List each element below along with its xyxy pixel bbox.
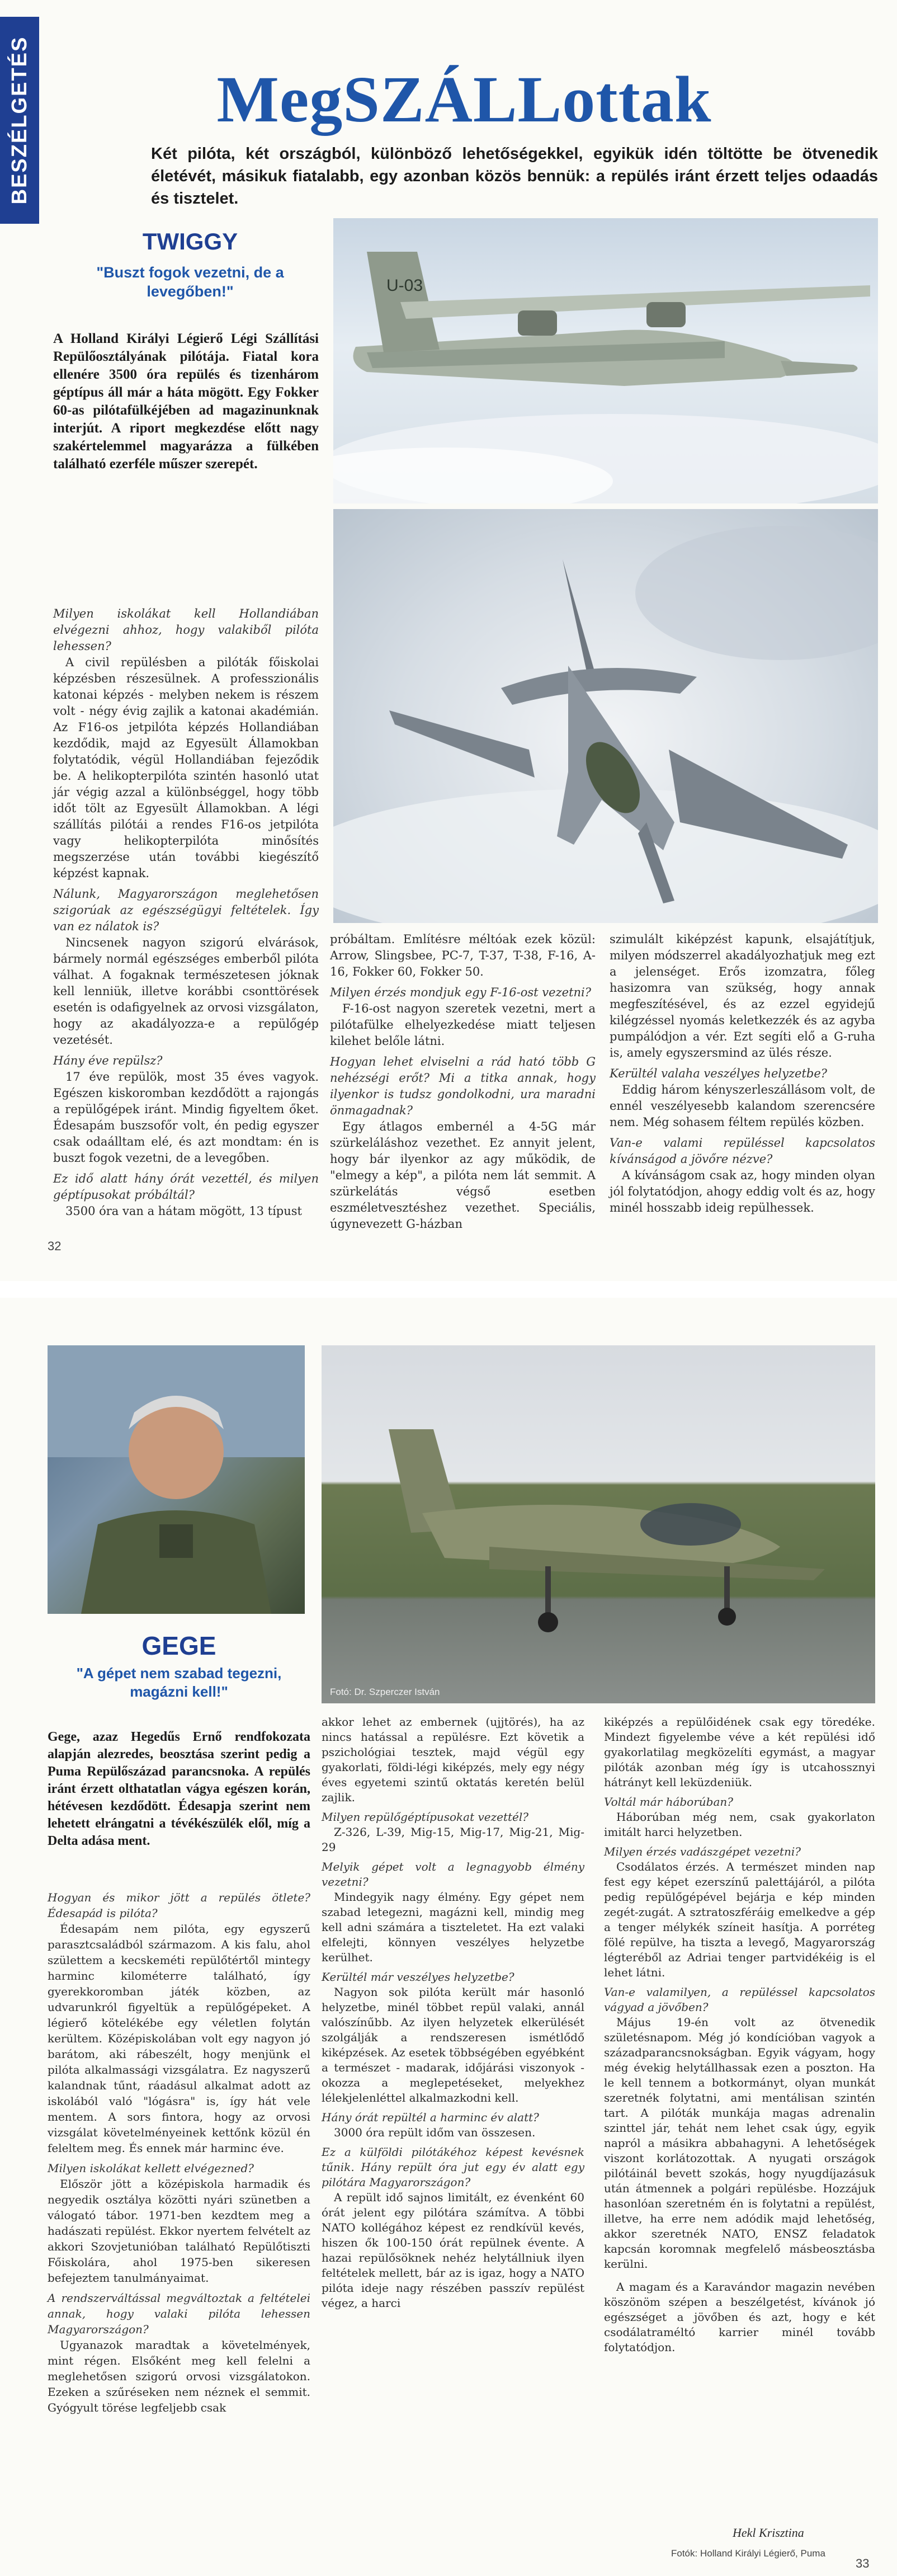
answer: A civil repülésben a pilóták főiskolai képzésben részesülnek. A professzionális katonai képzés - melyben nekem is részem volt - négy évig zajlik a katonai akadémián. Az F16-os jetpilóta képzés Hollandiában kezdődik, majd az Egyesült Államokban folytatódik, végül Hollandiában fejeződik be. A helikopterpilóta szintén hasonló utat jár végig azzal a különbséggel, hogy több időt tölt az Egyesült Államokban. A légi szállítás pilótái a rendes F16-os jetpilóta vagy helikopterpilóta minősítés megszerzése után további kiegészítő képzést kapnak. xyxy=(53,656,319,880)
answer: 17 éve repülök, most 35 éves vagyok. Egészen kiskoromban kezdődött a rajongás a repülőgépek iránt. Mindig figyeltem őket. Édesapám buszsofőr volt, én pedig egyszer csak odaálltam elé, és azt mondtam: én is buszt fogok vezetni, de a levegőben. xyxy=(53,1070,319,1165)
answer: akkor lehet az embernek (ujjtörés), ha az nincs hatással a repülésre. Ezt követik a pszichológiai tesztek, majd végül egy gyakorlati, földi-légi kiképzés, mely egy négy éves egyetemi szintű oktatás keretén belül zajlik. xyxy=(322,1715,584,1804)
pilot-portrait-icon xyxy=(48,1345,305,1614)
closing-paragraph: A magam és a Karavándor magazin nevében köszönöm szépen a beszélgetést, kívánok jó egészséget a jövőben és azt, hogy e két csodálatraméltó karrier minél tovább folytatódjon. xyxy=(604,2280,875,2354)
question: Voltál már háborúban? xyxy=(604,1795,733,1809)
question: A rendszerváltással megváltoztak a feltételei annak, hogy valaki pilóta lehessen Magyarországon? xyxy=(48,2291,310,2336)
question: Hogyan lehet elviselni a rád ható több G nehézségi erőt? Mi a titka annak, hogy ilyenkor is tudsz gondolkodni, ura maradni önmagadnak? xyxy=(330,1055,596,1117)
gege-column-1 xyxy=(48,1885,310,2418)
answer: szimulált kiképzést kapunk, elsajátítjuk, milyen módszerrel akadályozhatjuk meg ezt a jelenséget. Erős izomzatra, főleg hasizomra van szükség, hogy annak megfeszítésével, és az ezzel egyidejű kilégzéssel nyomás keletkezzék és az agyba pumpálódjon a vér. Ezt segíti elő a G-ruha is, amely egyszersmind az ülés része. xyxy=(610,933,875,1059)
answer: kiképzés a repülőidének csak egy töredéke. Mindezt figyelembe véve a két repülési idő gyakorlatilag megközelíti egymást, a magyar pilóták azonban még így is utcahossznyi hátrányt kell leküzdeniük. xyxy=(604,1715,875,1789)
answer: Ugyanazok maradtak a követelmények, mint régen. Elsőként meg kell felelni a meglehetősen szigorú orvosi vizsgálatokon. Ezeken a szűréseken nem néznek el semmit. Gyógyult törése legfeljebb csak xyxy=(48,2338,310,2414)
answer: 3000 óra repült időm van összesen. xyxy=(334,2126,536,2139)
question: Hogyan és mikor jött a repülés ötlete? Édesapád is pilóta? xyxy=(48,1891,310,1920)
question: Van-e valamilyen, a repüléssel kapcsolatos vágyad a jövőben? xyxy=(604,1985,875,2014)
section-tab-label: BESZÉLGETÉS xyxy=(8,36,31,205)
question: Milyen iskolákat kellett elvégezned? xyxy=(48,2161,254,2175)
question: Ez idő alatt hány órát vezettél, és milyen géptípusokat próbáltál? xyxy=(53,1172,319,1202)
answer: Háborúban még nem, csak gyakorlaton imitált harci helyzetben. xyxy=(604,1810,875,1839)
question: Ez a külföldi pilótákéhoz képest kevésnek tűnik. Hány repült óra jut egy év alatt egy pilótára Magyarországon? xyxy=(322,2145,584,2189)
answer: Egy átlagos embernél a 4-5G már szürkeláláshoz vezethet. Ez annyit jelent, hogy bár ilyenkor az agy működik, de "elmegy a kép", a pilóta nem lát semmit. A szürkelátás végső esetben eszméletvesztéshez vezethet. Speciális, úgynevezett G-házban xyxy=(330,1120,596,1231)
answer: A kívánságom csak az, hogy minden olyan jól folytatódjon, ahogy eddig volt és az, hogy minél hosszabb ideig repülhessek. xyxy=(610,1169,875,1214)
magazine-page-33 xyxy=(0,1298,897,2576)
gege-intro: Gege, azaz Hegedűs Ernő rendfokozata alapján alezredes, beosztása szerint pedig a Puma Repülőszázad parancsnoka. A repülés iránt érzett olthatatlan vágya egészen korán, hétévesen kezdődött. Édesapja szerint nem lehetett elrángatni a tévékészülék elől, míg a Delta adása ment. xyxy=(48,1730,310,1848)
twiggy-column-2 xyxy=(330,931,596,1235)
question: Nálunk, Magyarországon meglehetősen szigorúak az egészségügyi feltételek. Így van ez nálatok is? xyxy=(53,887,319,933)
twiggy-column-1 xyxy=(53,601,319,1222)
page-number: 33 xyxy=(856,2556,870,2570)
answer: Csodálatos érzés. A természet minden nap fest egy képet ezerszínű palettájáról, a pilóta pedig repülőgépével bejárja e kép minden zegét-zugát. A sztratoszféráig emelkedve a gép a tenger mélykék színeit hasítja. A porréteg fölé repülve, ha tiszta a levegő, Magyarország légteréből az Adriai tenger partvidékéig is el lehet látni. xyxy=(604,1860,875,1979)
fighter-jet-icon xyxy=(333,509,878,923)
answer: F-16-ost nagyon szeretek vezetni, mert a pilótafülke elhelyezkedése miatt teljesen kilehet belőle látni. xyxy=(330,1002,596,1048)
author-signature: Hekl Krisztina xyxy=(733,2526,804,2540)
answer: Mindegyik nagy élmény. Egy gépet nem szabad letegezni, magázni kell, mindig meg kell adni számára a tiszteletet. Ha ezt valaki elfelejti, könnyen veszélyes helyzetbe kerülhet. xyxy=(322,1890,584,1964)
question: Kerültél valaha veszélyes helyzetbe? xyxy=(610,1067,828,1080)
question: Hány éve repülsz? xyxy=(53,1054,163,1067)
answer: Z-326, L-39, Mig-15, Mig-17, Mig-21, Mig-29 xyxy=(322,1825,584,1854)
photo-credit: Fotó: Dr. Szperczer István xyxy=(330,1687,440,1697)
answer: Eddig három kényszerleszállásom volt, de ennél veszélyesebb kalandom szerencsére nem. Még sohasem féltem repülés közben. xyxy=(610,1083,875,1129)
question: Milyen iskolákat kell Hollandiában elvégezni ahhoz, hogy valakiből pilóta lehessen? xyxy=(53,607,319,653)
question: Kerültél már veszélyes helyzetbe? xyxy=(322,1970,514,1984)
section-tab xyxy=(0,17,39,224)
twiggy-name: TWIGGY xyxy=(142,228,238,255)
answer: A repült idő sajnos limitált, ez évenként 60 órát jelent egy pilótára számítva. A többi NATO kollégához képest ez rendkívül kevés, hiszen ők 100-150 órát repülnek évente. A hazai repülősöknek nehéz helytállniuk ilyen feltételek mellett, bár az is igaz, hogy a NATO pilóta ideje nagy részében passzív repülést végez, a harci xyxy=(322,2191,584,2310)
question: Milyen érzés vadászgépet vezetni? xyxy=(604,1845,801,1858)
f16-jet-photo xyxy=(333,509,878,923)
question: Milyen érzés mondjuk egy F-16-ost vezetni? xyxy=(330,986,592,999)
page-gap xyxy=(0,1281,897,1298)
question: Melyik gépet volt a legnagyobb élmény vezetni? xyxy=(322,1860,584,1889)
twiggy-quote: "Buszt fogok vezetni, de a levegőben!" xyxy=(96,264,284,300)
question: Hány órát repültél a harminc év alatt? xyxy=(322,2111,539,2124)
twiggy-intro: A Holland Királyi Légierő Légi Szállítási Repülőosztályának pilótája. Fiatal kora ellenére 3500 óra repülés és tizenhárom géptípus áll már a háta mögött. Egy Fokker 60-as pilótafülkéjében ad magazinunknak interjút. A riport megkezdése előtt nagy szakértelemmel magyarázza a fülkében található ezerféle műszer szerepét. xyxy=(53,331,319,472)
twiggy-column-3 xyxy=(610,931,875,1218)
gege-column-2 xyxy=(322,1715,584,2313)
fokker-transport-photo xyxy=(333,218,878,503)
answer: Először jött a középiskola harmadik és negyedik osztálya közötti nyári szünetben a válogató tábor. 1971-ben kezdtem meg a hadászati repülést. Ekkor nyertem felvételt az akkori Szovjetunióban található Repülőtiszti Főiskolára, ahol 1975-ben sikeresen befejeztem tanulmányaimat. xyxy=(48,2177,310,2285)
article-lead: Két pilóta, két országból, különböző lehetőségekkel, egyikük idén töltötte be ötvenedik életévét, másikuk fiatalabb, egy azonban közös bennük: a repülés iránt érzett teljes odaadás és tisztelet. xyxy=(151,145,878,208)
article-title: MegSZÁLLottak xyxy=(216,63,712,136)
pilot-portrait-photo xyxy=(48,1345,305,1614)
page-number: 32 xyxy=(48,1239,62,1253)
answer: Édesapám nem pilóta, egy egyszerű parasztcsaládból származom. A kis falu, ahol születtem a kecskeméti repülőtértől mintegy harminc kilométerre található, így gyerekkoromban játék közben, az udvarunkról figyeltük a repülőgépeket. A légierő kötelékébe egy véletlen folytán kerültem. Középiskolában volt egy nagyon jó barátom, aki rábeszélt, hogy menjünk el pilóta alkalmassági vizsgálatra. Ez nagyszerű kalandnak tűnt, ráadásul alkalmat adott az iskolából való "lógásra" is, így hát vele mentem. A sors fintora, hogy az orvosi vizsgálat követelményeinek kettőnk közül én feleltem meg. És ennek már harminc éve. xyxy=(48,1922,310,2155)
question: Milyen repülőgéptípusokat vezettél? xyxy=(322,1810,528,1824)
magazine-page-32 xyxy=(0,0,897,1281)
answer: próbáltam. Említésre méltóak ezek közül: Arrow, Slingsbee, PC-7, T-37, T-38, F-16, A-16, Fokker 60, Fokker 50. xyxy=(330,933,596,978)
answer: 3500 óra van a hátam mögött, 13 típust xyxy=(65,1204,302,1218)
trainer-jet-icon xyxy=(322,1345,875,1703)
photos-credit: Fotók: Holland Királyi Légierő, Puma xyxy=(671,2548,825,2559)
gege-name: GEGE xyxy=(141,1631,216,1660)
answer: Nagyon sok pilóta került már hasonló helyzetbe, minél többet repül valaki, annál valószínűbb. Az ilyen helyzetek elkerülését szolgálják a rendszeresen ismétlődő kiképzések. Az esetek többségében egyébként a természet - madarak, időjárási viszonyok - okozza a meglepetéseket, melyekhez lélekjelenléttel alkalmazkodni kell. xyxy=(322,1985,584,2104)
answer: Május 19-én volt az ötvenedik születésnapom. Még jó kondícióban vagyok a századparancsnokságban. Egyik vágyam, hogy még évekig helytállhassak ezen a poszton. Ha le kell tennem a botkormányt, olyan munkát szeretnék folytatni, ami mentálisan szintén tart. A pilóták munkája magas adrenalin szinttel jár, tehát nem lehet csak úgy, egyik napról a másikra abbahagyni. A lehetőségek viszont korlátozottak. A nyugati országok pilótáinál bevett szokás, hogy nyugdíjazásuk után átmennek a polgári repülésbe. Hozzájuk hasonlóan szeretném én is folytatni a repülést, illetve, ha erre nem adódik majd lehetőség, akkor szeretnék NATO, ENSZ feladatok kapcsán koromnak megfelelő másbeosztásba kerülni. xyxy=(604,2015,875,2271)
question: Van-e valami repüléssel kapcsolatos kívánságod a jövőre nézve? xyxy=(610,1136,875,1166)
l39-jet-photo xyxy=(322,1345,875,1703)
gege-column-3 xyxy=(604,1715,875,2357)
answer: Nincsenek nagyon szigorú elvárások, bármely normál egészséges emberből pilóta válhat. A fogaknak természetesen jóknak kell lenniük, illetve korábbi csonttörések esetén is odafigyelnek az orvosi vizsgálaton, hogy az akadályozza-e a repülőgép vezetését. xyxy=(53,936,319,1047)
gege-quote: "A gépet nem szabad tegezni, magázni kell!" xyxy=(76,1665,282,1700)
svg-text:U-03: U-03 xyxy=(386,276,423,295)
transport-plane-icon xyxy=(333,218,878,503)
